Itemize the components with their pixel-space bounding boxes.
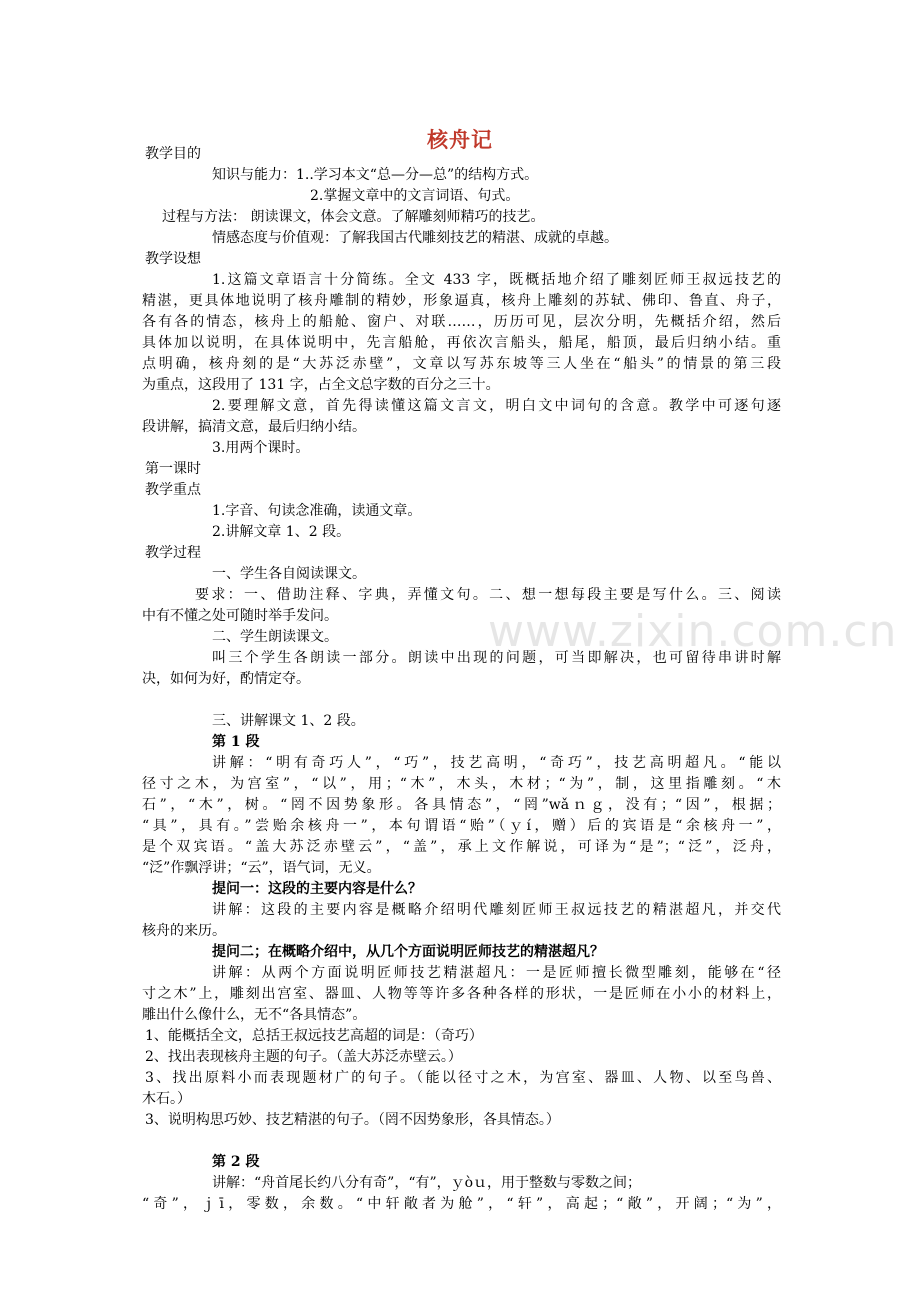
- text-line: “奇”，ｊī，零数，余数。“中轩敞者为舱”，“轩”，高起；“敞”，开阔；“为”，: [142, 1196, 781, 1212]
- text-line: 2.讲解文章 1、2 段。: [212, 524, 351, 540]
- text-line: 石”，“木”，树。“罔不因势象形。各具情态”，“罔”wǎｎｇ，没有；“因”，根据；: [142, 797, 781, 813]
- page-title: 核舟记: [427, 127, 493, 152]
- text-line: 核舟的来历。: [142, 923, 226, 939]
- text-line: 是个双宾语。“盖大苏泛赤壁云”，“盖”，承上文作解说，可译为“是”；“泛”，泛舟，: [142, 839, 781, 855]
- text-line: 讲解：“舟首尾长约八分有奇”，“有”，ｙòｕ，用于整数与零数之间；: [212, 1175, 642, 1191]
- text-line: “泛”作飘浮讲；“云”，语气词，无义。: [142, 860, 381, 876]
- text-line: 3、说明构思巧妙、技艺精湛的句子。（罔不因势象形，各具情态。）: [145, 1112, 560, 1128]
- text-line: 1.字音、句读念准确，读通文章。: [212, 503, 422, 519]
- text-line: 知识与能力：1..学习本文“总—分—总”的结构方式。: [212, 167, 539, 183]
- text-line: 一、学生各自阅读课文。: [212, 566, 366, 582]
- text-line: 各有各的情态，核舟上的船舱、窗户、对联……，历历可见，层次分明，先概括介绍，然后: [142, 314, 781, 330]
- text-line: 第 2 段: [212, 1154, 260, 1170]
- text-line: 讲解：从两个方面说明匠师技艺精湛超凡：一是匠师擅长微型雕刻，能够在“径: [212, 965, 781, 981]
- text-line: 决，如何为好，酌情定夺。: [142, 671, 310, 687]
- text-line: 情感态度与价值观：了解我国古代雕刻技艺的精湛、成就的卓越。: [212, 230, 618, 246]
- text-line: 2.要理解文意，首先得读懂这篇文言文，明白文中词句的含意。教学中可逐句逐: [212, 398, 781, 414]
- text-line: 要求：一、借助注释、字典，弄懂文句。二、想一想每段主要是写什么。三、阅读: [195, 587, 781, 603]
- text-line: 具体加以说明，在具体说明中，先言船舱，再依次言船头，船尾，船顶，最后归纳小结。重: [142, 335, 781, 351]
- text-line: 段讲解，搞清文意，最后归纳小结。: [142, 419, 366, 435]
- text-line: 提问二；在概略介绍中，从几个方面说明匠师技艺的精湛超凡？: [212, 944, 604, 960]
- watermark: www.zixin.com.cn: [488, 606, 898, 657]
- text-line: 三、讲解课文 1、2 段。: [212, 713, 365, 729]
- text-line: 中有不懂之处可随时举手发问。: [142, 608, 338, 624]
- text-line: 第一课时: [145, 461, 201, 477]
- text-line: 讲解：“明有奇巧人”，“巧”，技艺高明，“奇巧”，技艺高明超凡。“能以: [212, 755, 781, 771]
- text-line: 提问一：这段的主要内容是什么？: [212, 881, 422, 897]
- text-line: 1、能概括全文，总括王叔远技艺高超的词是：（奇巧）: [145, 1028, 483, 1044]
- text-line: 二、学生朗读课文。: [212, 629, 338, 645]
- text-line: 点明确，核舟刻的是“大苏泛赤壁”，文章以写苏东坡等三人坐在“船头”的情景的第三段: [142, 356, 781, 372]
- text-line: 叫三个学生各朗读一部分。朗读中出现的问题，可当即解决，也可留待串讲时解: [212, 650, 781, 666]
- text-line: 过程与方法： 朗读课文，体会文意。了解雕刻师精巧的技艺。: [162, 209, 545, 225]
- text-line: 3.用两个课时。: [212, 440, 310, 456]
- text-line: 径寸之木，为宫室”，“以”，用；“木”，木头，木材；“为”，制，这里指雕刻。“木: [142, 776, 781, 792]
- text-line: 寸之木”上，雕刻出宫室、器皿、人物等等许多各种各样的形状，一是匠师在小小的材料上，: [142, 986, 781, 1002]
- text-line: 雕出什么像什么，无不“各具情态”。: [142, 1007, 367, 1023]
- text-line: 2、找出表现核舟主题的句子。（盖大苏泛赤壁云。）: [145, 1049, 462, 1065]
- text-line: “具”，具有。”尝贻余核舟一”，本句谓语“贻”（ｙí，赠）后的宾语是“余核舟一”，: [142, 818, 781, 834]
- text-line: 1.这篇文章语言十分简练。全文 433 字，既概括地介绍了雕刻匠师王叔远技艺的: [212, 272, 781, 288]
- text-line: 3、找出原料小而表现题材广的句子。（能以径寸之木，为宫室、器皿、人物、以至鸟兽、: [145, 1070, 781, 1086]
- text-line: 教学目的: [145, 146, 201, 162]
- text-line: 为重点，这段用了 131 字，占全文总字数的百分之三十。: [142, 377, 500, 393]
- text-line: 第 1 段: [212, 734, 260, 750]
- text-line: 教学重点: [145, 482, 201, 498]
- text-line: 木石。）: [142, 1091, 191, 1107]
- text-line: 教学设想: [145, 251, 201, 267]
- text-line: 教学过程: [145, 545, 201, 561]
- text-line: 讲解：这段的主要内容是概略介绍明代雕刻匠师王叔远技艺的精湛超凡，并交代: [212, 902, 781, 918]
- text-line: 2.掌握文章中的文言词语、句式。: [310, 188, 520, 204]
- text-line: 精湛，更具体地说明了核舟雕制的精妙，形象逼真，核舟上雕刻的苏轼、佛印、鲁直、舟子，: [142, 293, 781, 309]
